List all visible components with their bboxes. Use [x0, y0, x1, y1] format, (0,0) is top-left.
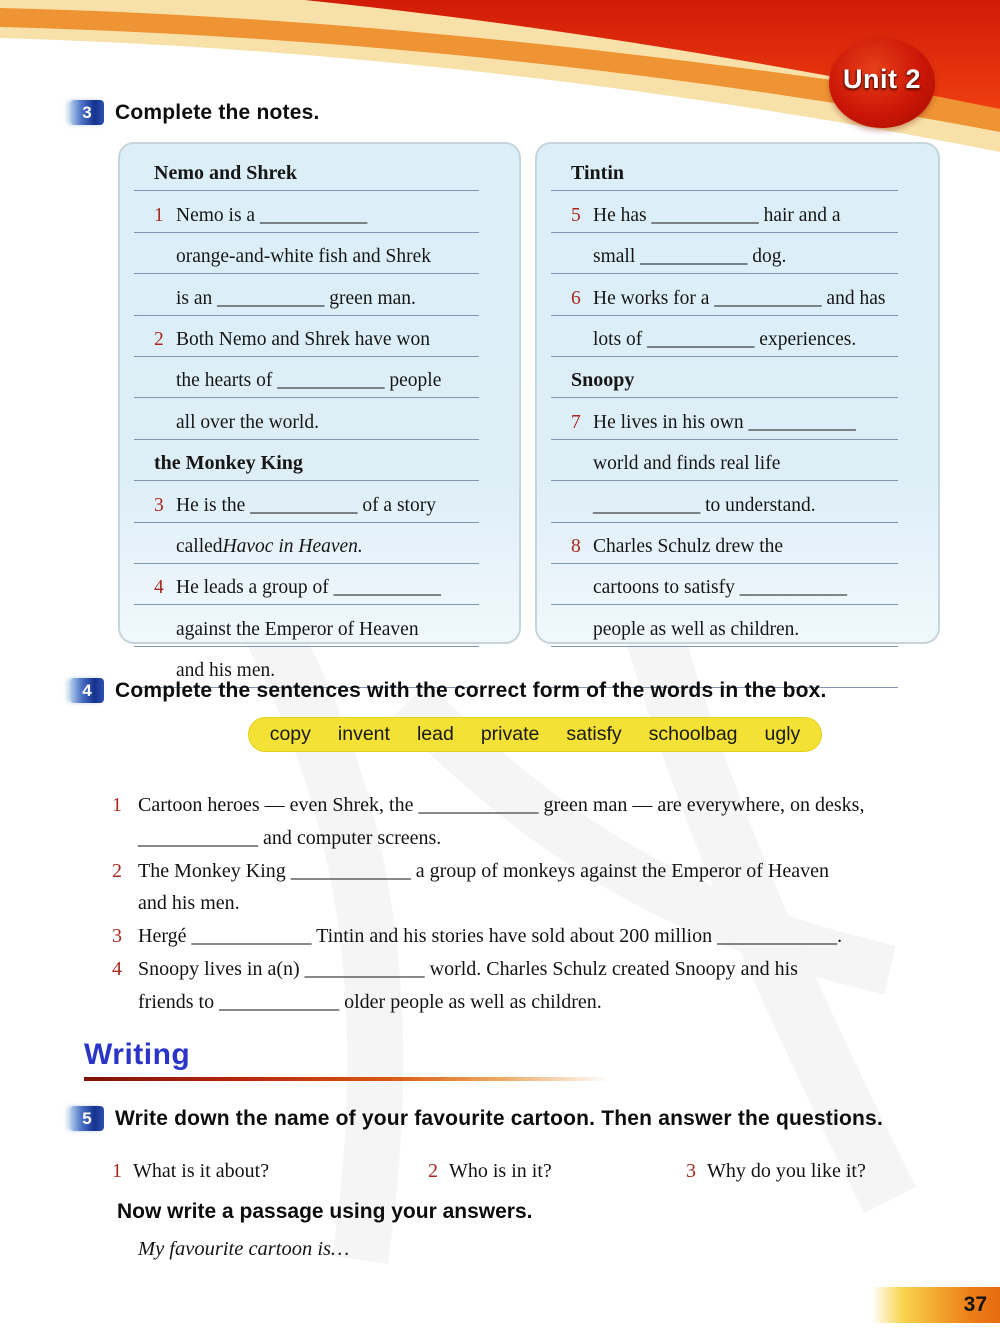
note-line	[134, 605, 479, 646]
section-4-number-badge: 4	[70, 678, 104, 703]
question-item	[112, 1160, 269, 1183]
note-card-tintin-snoopy	[535, 142, 940, 644]
note-line-text: all over the world.	[176, 411, 319, 433]
note-line	[134, 523, 479, 564]
sentence-text: friends to ____________ older people as well as children.	[138, 990, 602, 1013]
note-line-text: called	[176, 535, 223, 557]
word-box-word: satisfy	[566, 723, 622, 745]
note-line-text: He has ___________ hair and a	[593, 204, 841, 226]
unit-badge-label: Unit 2	[842, 63, 921, 94]
sentence-number: 3	[112, 925, 122, 948]
note-line-text: He is the ___________ of a story	[176, 494, 436, 516]
note-line-text: Both Nemo and Shrek have won	[176, 328, 430, 350]
note-line	[551, 481, 898, 522]
note-line-text: world and finds real life	[593, 453, 781, 475]
note-line-text: people as well as children.	[593, 618, 800, 640]
note-line-text: Charles Schulz drew the	[593, 535, 784, 557]
writing-heading-underline	[84, 1077, 632, 1081]
note-line	[134, 481, 479, 522]
note-line	[551, 274, 898, 315]
section-5-header	[70, 1106, 883, 1131]
sentence-number: 2	[112, 859, 122, 882]
writing-section-heading: Writing	[84, 1038, 191, 1071]
word-box	[248, 717, 822, 752]
section-5-title: Write down the name of your favourite cartoon. Then answer the questions.	[115, 1106, 883, 1130]
note-heading	[551, 357, 898, 398]
question-number: 1	[112, 1160, 122, 1182]
questions-row	[112, 1160, 972, 1188]
sentence-text: Snoopy lives in a(n) ____________ world. Charles Schulz created Snoopy and his	[138, 957, 798, 980]
note-line	[134, 274, 479, 315]
note-line	[134, 316, 479, 357]
line-number: 4	[154, 577, 164, 599]
question-text: Who is in it?	[449, 1160, 552, 1182]
sentence-text: Cartoon heroes — even Shrek, the ____________ green man — are everywhere, on desks,	[138, 794, 865, 816]
line-number: 7	[571, 411, 581, 433]
note-line-text: Nemo is a ___________	[176, 204, 368, 226]
note-line-text: lots of ___________ experiences.	[593, 328, 857, 350]
note-line-text: small ___________ dog.	[593, 246, 787, 268]
note-line-text: He works for a ___________ and has	[593, 287, 886, 309]
word-box-word: private	[480, 723, 540, 745]
section-3-header	[70, 100, 320, 125]
passage-starter: My favourite cartoon is…	[138, 1238, 350, 1260]
note-line	[551, 440, 898, 481]
note-line-text: against the Emperor of Heaven	[176, 618, 419, 640]
sentence-line	[112, 855, 960, 888]
question-item	[428, 1160, 552, 1183]
sentence-line	[112, 953, 960, 986]
question-number: 2	[428, 1160, 438, 1182]
page-number-band	[872, 1287, 1000, 1323]
note-line-text: the hearts of ___________ people	[176, 370, 442, 392]
note-cards	[118, 142, 940, 682]
sentence-text: and his men.	[138, 892, 240, 915]
question-text: Why do you like it?	[707, 1160, 866, 1182]
note-line-text: cartoons to satisfy ___________	[593, 577, 848, 599]
section-3-number-badge: 3	[70, 100, 104, 125]
passage-instruction: Now write a passage using your answers.	[117, 1200, 533, 1223]
word-box-word: invent	[337, 723, 390, 745]
sentence-number: 4	[112, 957, 122, 980]
note-line-text: and his men.	[176, 660, 276, 682]
unit-badge	[829, 38, 935, 128]
line-number: 6	[571, 287, 581, 309]
section-5-number-badge: 5	[70, 1106, 104, 1131]
line-number: 8	[571, 535, 581, 557]
note-line	[551, 564, 898, 605]
fill-in-sentences	[112, 789, 960, 1019]
sentence-number: 1	[112, 794, 122, 816]
note-line	[551, 316, 898, 357]
section-4-header	[70, 678, 827, 703]
sentence-line	[112, 887, 960, 920]
sentence-text: Hergé ____________ Tintin and his stories have sold about 200 million ____________.	[138, 925, 843, 948]
note-line	[551, 605, 898, 646]
note-line-text: He leads a group of ___________	[176, 577, 441, 599]
line-number: 1	[154, 204, 164, 226]
note-line-italic-text: Havoc in Heaven.	[222, 535, 363, 557]
note-heading	[134, 150, 479, 191]
section-3-title: Complete the notes.	[115, 100, 320, 124]
note-heading-text: Nemo and Shrek	[154, 162, 297, 185]
line-number: 2	[154, 328, 164, 350]
sentence-line	[112, 920, 960, 953]
section-4-title: Complete the sentences with the correct form of the words in the box.	[115, 678, 827, 702]
note-line	[134, 233, 479, 274]
note-heading-text: Tintin	[571, 162, 624, 185]
page-number: 37	[963, 1293, 987, 1316]
sentence-line	[112, 986, 960, 1019]
question-number: 3	[686, 1160, 696, 1182]
note-line-text: orange-and-white fish and Shrek	[176, 246, 432, 268]
sentence-text: ____________ and computer screens.	[138, 826, 442, 849]
line-number: 5	[571, 204, 581, 226]
note-line	[551, 191, 898, 232]
note-heading-text: the Monkey King	[154, 452, 303, 475]
note-heading	[551, 150, 898, 191]
word-box-word: lead	[416, 723, 454, 745]
note-line-text: is an ___________ green man.	[176, 287, 416, 309]
question-item	[686, 1160, 866, 1183]
note-line	[134, 564, 479, 605]
note-line	[134, 191, 479, 232]
note-line	[551, 233, 898, 274]
note-line	[551, 523, 898, 564]
note-line	[134, 398, 479, 439]
note-heading-text: Snoopy	[571, 369, 635, 392]
note-line-text: ___________ to understand.	[593, 494, 816, 516]
sentence-line	[112, 789, 960, 822]
word-box-word: ugly	[764, 723, 801, 745]
word-box-word: schoolbag	[648, 723, 738, 745]
note-card-nemo-monkey	[118, 142, 521, 682]
sentence-text: The Monkey King ____________ a group of monkeys against the Emperor of Heaven	[138, 859, 829, 882]
line-number: 3	[154, 494, 164, 516]
note-line-text: He lives in his own ___________	[593, 411, 856, 433]
sentence-line	[112, 822, 960, 855]
word-box-word: copy	[269, 723, 311, 745]
question-text: What is it about?	[133, 1160, 270, 1182]
note-heading	[134, 440, 479, 481]
note-line	[551, 398, 898, 439]
note-line	[134, 357, 479, 398]
